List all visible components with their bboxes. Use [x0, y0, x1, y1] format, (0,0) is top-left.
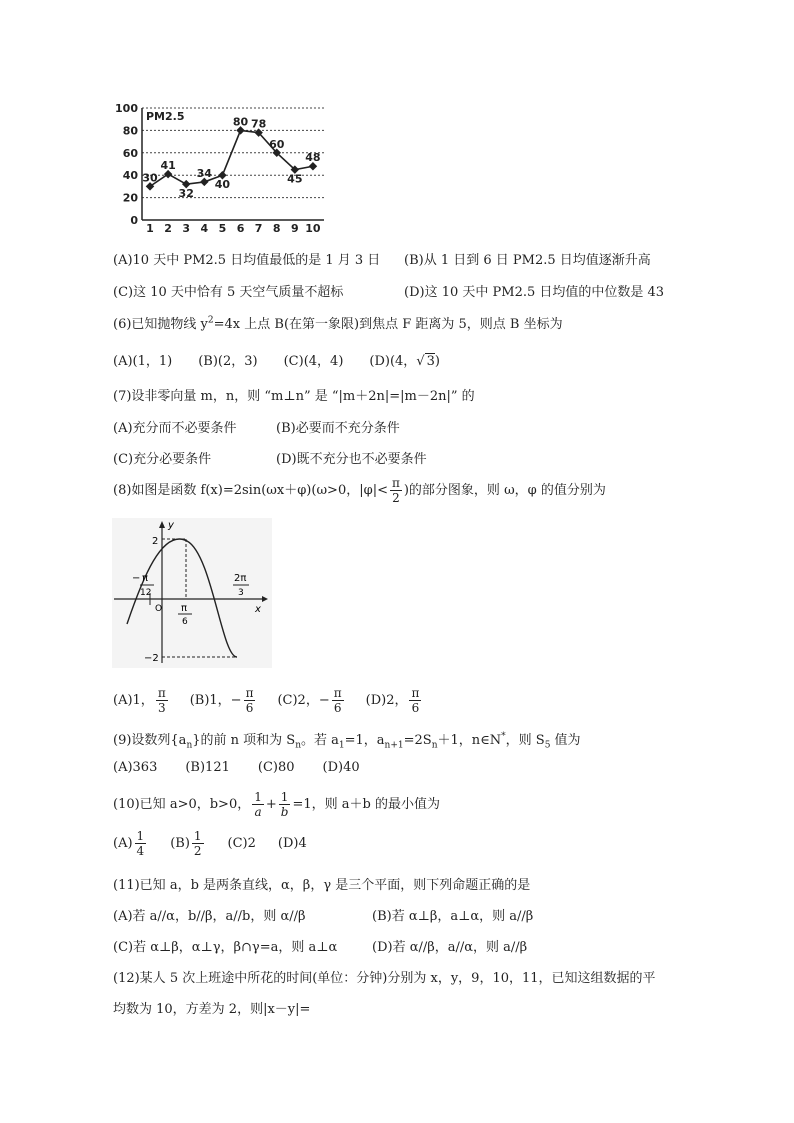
q9-stem: (9)设数列$\{a_n\}$的前 n 项和为 $S_n$。若 $a_1=1$，$a_{n+1}=2S_n+1$，n∈N*，则 $S_5$ 值为 [113, 731, 581, 751]
pm25-x-tick: 1 [146, 222, 154, 235]
pm25-chart [112, 96, 332, 236]
q8-x-label: x [255, 604, 261, 615]
pm25-data-label: 30 [142, 171, 158, 185]
q12-line2: 均数为 10，方差为 2，则|x－y|= [113, 1002, 311, 1017]
q6-stem: (6)已知抛物线 $y^2=4x$ 上点 B(在第一象限)到焦点 F 距离为 5，则点 B 坐标为 [113, 315, 563, 332]
q7-option-a: (A)充分而不必要条件 [113, 421, 237, 436]
q6-option-a: (A)(1，1) [113, 354, 173, 369]
q10-option-b: (B) $\frac{1}{2}$ [170, 829, 202, 858]
pm25-data-label: 32 [178, 187, 194, 201]
q11-option-c: (C)若 α⊥β，α⊥γ，β∩γ=a，则 a⊥α [113, 940, 338, 955]
q8-options [113, 686, 423, 715]
pm25-data-label: 60 [269, 137, 285, 151]
pm25-y-tick: 80 [122, 124, 138, 138]
q11-option-d: (D)若 α//β，a//α，则 a//β [372, 940, 528, 955]
q8-label-2: 2 [152, 536, 159, 547]
q6-option-c: (C)(4，4) [283, 354, 344, 369]
pm25-y-tick: 20 [122, 191, 138, 205]
pm25-title: PM2.5 [146, 110, 185, 123]
pm25-data-label: 48 [305, 151, 321, 165]
q9-option-b: (B)121 [185, 760, 230, 775]
pm25-x-tick: 5 [218, 222, 227, 235]
pm25-y-tick: 100 [115, 102, 138, 115]
pm25-x-tick: 3 [182, 222, 191, 235]
q8-label-2pi: 2π [234, 573, 247, 584]
q6-options [113, 350, 440, 369]
pm25-y-tick: 40 [122, 169, 138, 183]
q9-option-d: (D)40 [322, 760, 360, 775]
q8-label-minus2: −2 [144, 653, 159, 664]
q5-option-b: (B)从 1 日到 6 日 PM2.5 日均值逐渐升高 [404, 253, 651, 268]
q8-sine-graph [112, 518, 272, 668]
q7-option-c: (C)充分必要条件 [113, 452, 212, 467]
q5-option-a: (A)10 天中 PM2.5 日均值最低的是 1 月 3 日 [113, 253, 381, 268]
q10-option-c: (C)2 [227, 836, 256, 851]
pm25-data-label: 80 [232, 115, 249, 129]
q8-label-twelve: 12 [140, 588, 152, 598]
q6-option-b: (B)(2，3) [198, 354, 258, 369]
pm25-x-tick: 10 [305, 222, 321, 235]
q6-option-d: (D)(4，√ 3) [369, 354, 440, 369]
q11-option-a: (A)若 a//α，b//β，a//b，则 α//β [113, 909, 306, 924]
pm25-x-tick: 8 [272, 222, 281, 235]
pm25-data-label: 45 [287, 172, 303, 186]
q8-option-a: (A)1， $\frac{\pi}{3}$ [113, 686, 166, 715]
q5-option-d: (D)这 10 天中 PM2.5 日均值的中位数是 43 [404, 285, 665, 300]
q7-option-b: (B)必要而不充分条件 [276, 421, 400, 436]
q10-option-a: (A) $\frac{1}{4}$ [113, 829, 145, 858]
q11-stem: (11)已知 a，b 是两条直线，α，β，γ 是三个平面，则下列命题正确的是 [113, 878, 531, 893]
q8-y-label: y [168, 520, 174, 531]
pm25-x-tick: 6 [236, 222, 245, 235]
pm25-x-tick: 4 [200, 222, 209, 235]
q8-label-three: 3 [238, 588, 244, 598]
pm25-x-tick: 9 [291, 222, 299, 235]
pm25-data-label: 34 [196, 166, 212, 180]
q10-options [113, 829, 307, 858]
q9-option-c: (C)80 [257, 760, 295, 775]
q7-stem: (7)设非零向量 m，n，则 “m⊥n” 是 “|m＋2n|=|m－2n|” 的 [113, 389, 475, 404]
q8-option-d: (D)2， $\frac{\pi}{6}$ [365, 686, 420, 715]
q9-option-a: (A)363 [113, 760, 158, 775]
q8-label-neg-pi: π [142, 573, 149, 584]
pm25-x-tick: 2 [164, 222, 172, 235]
pm25-y-tick: 60 [122, 146, 138, 160]
q10-option-d: (D)4 [277, 836, 307, 851]
pm25-x-tick: 7 [254, 222, 263, 235]
q12-line1: (12)某人 5 次上班途中所花的时间(单位：分钟)分别为 x，y，9，10，11，已知这组数据的平 [113, 971, 656, 986]
pm25-data-label: 78 [250, 117, 267, 131]
q9-options [113, 760, 360, 775]
pm25-data-label: 41 [160, 159, 176, 173]
pm25-data-label: 40 [214, 178, 231, 192]
q11-option-b: (B)若 α⊥β，a⊥α，则 a//β [372, 909, 534, 924]
q8-label-pi6-num: π [181, 603, 188, 614]
q10-stem: (10)已知 a>0，b>0， $\frac{1}{a}$ + $\frac{1}{b}$ =1，则 a＋b 的最小值为 [113, 790, 440, 819]
q7-option-d: (D)既不充分也不必要条件 [276, 452, 427, 467]
q8-option-c: (C)2，− $\frac{\pi}{6}$ [277, 686, 342, 715]
q8-stem: (8)如图是函数 f(x)=2sin(ωx＋φ)(ω>0，|φ|< $\frac{\pi}{2}$ )的部分图象，则 ω，φ 的值分别为 [113, 476, 606, 505]
q8-origin: O [155, 604, 163, 614]
q8-option-b: (B)1，− $\frac{\pi}{6}$ [189, 686, 254, 715]
q8-label-pi6-den: 6 [182, 617, 188, 627]
q8-label-minus: − [132, 573, 141, 584]
pm25-y-tick: 0 [130, 214, 138, 227]
q5-option-c: (C)这 10 天中恰有 5 天空气质量不超标 [113, 285, 344, 300]
